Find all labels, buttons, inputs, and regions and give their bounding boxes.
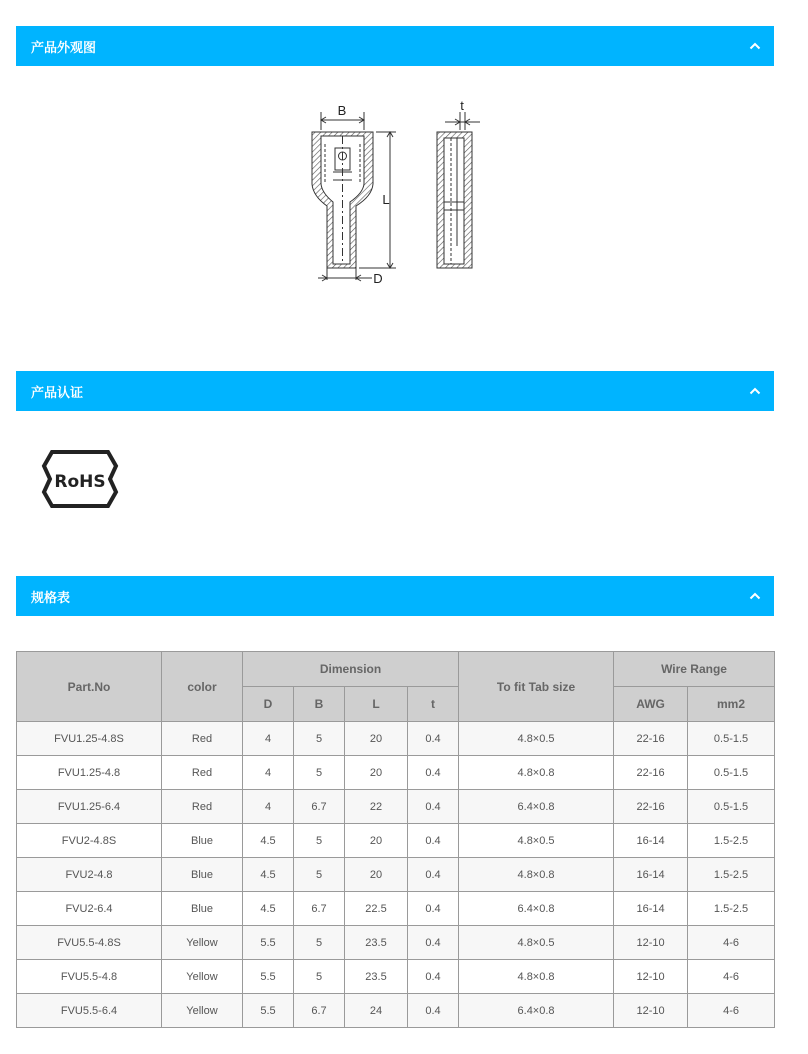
header-tab-size: To fit Tab size <box>459 652 614 722</box>
table-row <box>17 756 775 790</box>
rohs-label: RoHS <box>54 472 106 492</box>
section-title-spec: 规格表 <box>31 590 71 606</box>
spec-table <box>16 651 775 1028</box>
cell-l: 23.5 <box>345 926 408 960</box>
dim-label-d: D <box>373 271 383 286</box>
cell-l: 20 <box>345 858 408 892</box>
cell-t: 0.4 <box>408 824 459 858</box>
cell-d: 4 <box>243 722 294 756</box>
section-header-appearance[interactable] <box>16 26 774 66</box>
cell-awg: 22-16 <box>614 790 688 824</box>
header-mm2: mm2 <box>688 687 775 722</box>
cell-b: 5 <box>294 960 345 994</box>
header-part-no: Part.No <box>17 652 162 722</box>
table-row <box>17 994 775 1028</box>
cell-d: 5.5 <box>243 960 294 994</box>
cell-tab-size: 4.8×0.5 <box>459 824 614 858</box>
cell-d: 5.5 <box>243 926 294 960</box>
cell-part-no: FVU5.5-6.4 <box>17 994 162 1028</box>
cell-awg: 16-14 <box>614 824 688 858</box>
cell-tab-size: 6.4×0.8 <box>459 994 614 1028</box>
cell-part-no: FVU5.5-4.8S <box>17 926 162 960</box>
cell-t: 0.4 <box>408 994 459 1028</box>
cell-color: Blue <box>162 824 243 858</box>
cell-d: 4.5 <box>243 824 294 858</box>
cell-awg: 12-10 <box>614 994 688 1028</box>
cell-tab-size: 4.8×0.5 <box>459 926 614 960</box>
cell-b: 6.7 <box>294 790 345 824</box>
rohs-badge <box>40 446 120 512</box>
cell-color: Red <box>162 790 243 824</box>
header-awg: AWG <box>614 687 688 722</box>
cell-b: 5 <box>294 756 345 790</box>
cell-tab-size: 6.4×0.8 <box>459 790 614 824</box>
cell-part-no: FVU2-4.8S <box>17 824 162 858</box>
cell-l: 24 <box>345 994 408 1028</box>
header-wire-range: Wire Range <box>614 652 775 687</box>
cell-b: 5 <box>294 858 345 892</box>
cell-part-no: FVU5.5-4.8 <box>17 960 162 994</box>
cell-b: 6.7 <box>294 994 345 1028</box>
section-header-spec[interactable] <box>16 576 774 616</box>
cell-part-no: FVU1.25-4.8S <box>17 722 162 756</box>
cell-b: 5 <box>294 926 345 960</box>
cell-b: 5 <box>294 824 345 858</box>
cell-awg: 16-14 <box>614 858 688 892</box>
cell-color: Yellow <box>162 926 243 960</box>
dim-label-b: B <box>337 103 347 118</box>
cell-tab-size: 4.8×0.8 <box>459 960 614 994</box>
table-row <box>17 722 775 756</box>
cell-mm2: 4-6 <box>688 960 775 994</box>
cell-mm2: 4-6 <box>688 926 775 960</box>
cell-part-no: FVU1.25-6.4 <box>17 790 162 824</box>
header-d: D <box>243 687 294 722</box>
table-row <box>17 790 775 824</box>
cell-l: 22.5 <box>345 892 408 926</box>
table-row <box>17 892 775 926</box>
cell-b: 6.7 <box>294 892 345 926</box>
cell-l: 22 <box>345 790 408 824</box>
dim-label-l: L <box>382 192 390 207</box>
cell-t: 0.4 <box>408 926 459 960</box>
cell-mm2: 4-6 <box>688 994 775 1028</box>
cell-part-no: FVU1.25-4.8 <box>17 756 162 790</box>
cell-t: 0.4 <box>408 892 459 926</box>
section-title-appearance: 产品外观图 <box>31 40 97 56</box>
product-diagram <box>300 96 500 292</box>
chevron-up-icon[interactable] <box>748 589 762 603</box>
cell-d: 4 <box>243 756 294 790</box>
chevron-up-icon[interactable] <box>748 39 762 53</box>
terminal-drawing <box>300 96 500 292</box>
section-header-certification[interactable] <box>16 371 774 411</box>
cell-t: 0.4 <box>408 858 459 892</box>
cell-d: 4.5 <box>243 892 294 926</box>
cell-tab-size: 4.8×0.5 <box>459 722 614 756</box>
cell-color: Red <box>162 756 243 790</box>
cell-mm2: 0.5-1.5 <box>688 756 775 790</box>
cell-b: 5 <box>294 722 345 756</box>
header-l: L <box>345 687 408 722</box>
cell-awg: 12-10 <box>614 926 688 960</box>
header-color: color <box>162 652 243 722</box>
cell-mm2: 0.5-1.5 <box>688 722 775 756</box>
table-row <box>17 926 775 960</box>
cell-part-no: FVU2-4.8 <box>17 858 162 892</box>
cell-l: 20 <box>345 756 408 790</box>
rohs-icon <box>40 446 120 512</box>
chevron-up-icon[interactable] <box>748 384 762 398</box>
cell-d: 4 <box>243 790 294 824</box>
header-dimension: Dimension <box>243 652 459 687</box>
cell-d: 4.5 <box>243 858 294 892</box>
table-row <box>17 960 775 994</box>
cell-tab-size: 4.8×0.8 <box>459 858 614 892</box>
cell-color: Red <box>162 722 243 756</box>
cell-color: Blue <box>162 892 243 926</box>
cell-awg: 22-16 <box>614 756 688 790</box>
table-row <box>17 824 775 858</box>
cell-mm2: 1.5-2.5 <box>688 858 775 892</box>
cell-l: 20 <box>345 824 408 858</box>
cell-l: 20 <box>345 722 408 756</box>
dim-label-t: t <box>460 98 464 113</box>
header-b: B <box>294 687 345 722</box>
cell-d: 5.5 <box>243 994 294 1028</box>
cell-t: 0.4 <box>408 722 459 756</box>
cell-awg: 22-16 <box>614 722 688 756</box>
cell-color: Blue <box>162 858 243 892</box>
cell-awg: 12-10 <box>614 960 688 994</box>
cell-l: 23.5 <box>345 960 408 994</box>
header-t: t <box>408 687 459 722</box>
cell-tab-size: 6.4×0.8 <box>459 892 614 926</box>
cell-tab-size: 4.8×0.8 <box>459 756 614 790</box>
cell-mm2: 1.5-2.5 <box>688 824 775 858</box>
cell-part-no: FVU2-6.4 <box>17 892 162 926</box>
section-title-certification: 产品认证 <box>31 385 84 401</box>
cell-color: Yellow <box>162 994 243 1028</box>
cell-t: 0.4 <box>408 790 459 824</box>
cell-t: 0.4 <box>408 960 459 994</box>
cell-t: 0.4 <box>408 756 459 790</box>
table-row <box>17 858 775 892</box>
cell-mm2: 1.5-2.5 <box>688 892 775 926</box>
cell-mm2: 0.5-1.5 <box>688 790 775 824</box>
cell-color: Yellow <box>162 960 243 994</box>
cell-awg: 16-14 <box>614 892 688 926</box>
